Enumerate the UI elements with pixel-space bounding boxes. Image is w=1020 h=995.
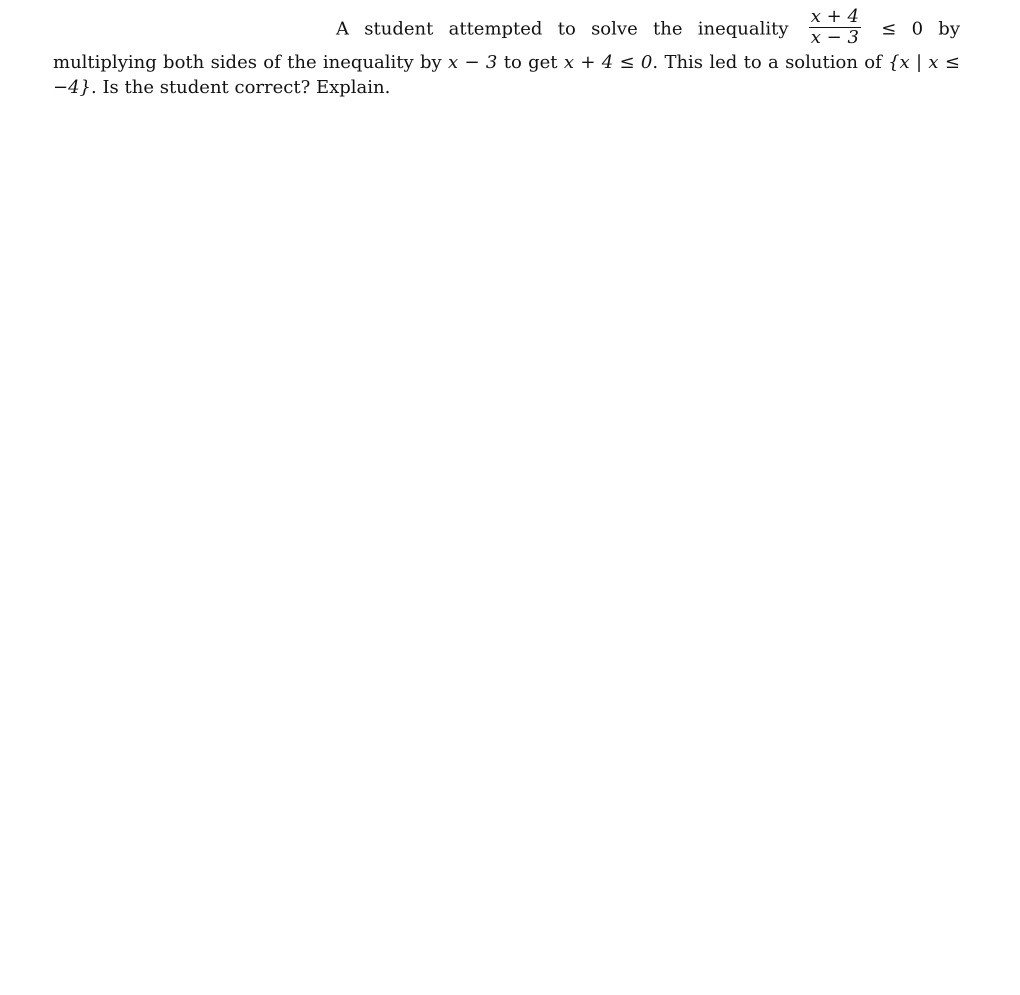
problem-to-get: to get	[503, 52, 558, 73]
solution-set: {x | x ≤ −4}	[53, 52, 960, 98]
problem-led-to: . This led to a solution of	[652, 52, 882, 73]
problem-question: . Is the student correct? Explain.	[91, 77, 391, 98]
inequality-fraction	[809, 7, 861, 48]
problem-lead: A student attempted to solve the inequality	[336, 18, 789, 40]
fraction-numerator: x + 4	[810, 6, 859, 27]
problem-after-fraction: ≤ 0 by multiplying both sides of the inequality by	[53, 18, 960, 73]
derived-inequality: x + 4 ≤ 0	[563, 52, 653, 73]
fraction-denominator: x − 3	[810, 27, 859, 48]
document-page	[53, 0, 960, 100]
problem-statement	[53, 0, 960, 100]
multiplier-expression: x − 3	[448, 52, 498, 73]
